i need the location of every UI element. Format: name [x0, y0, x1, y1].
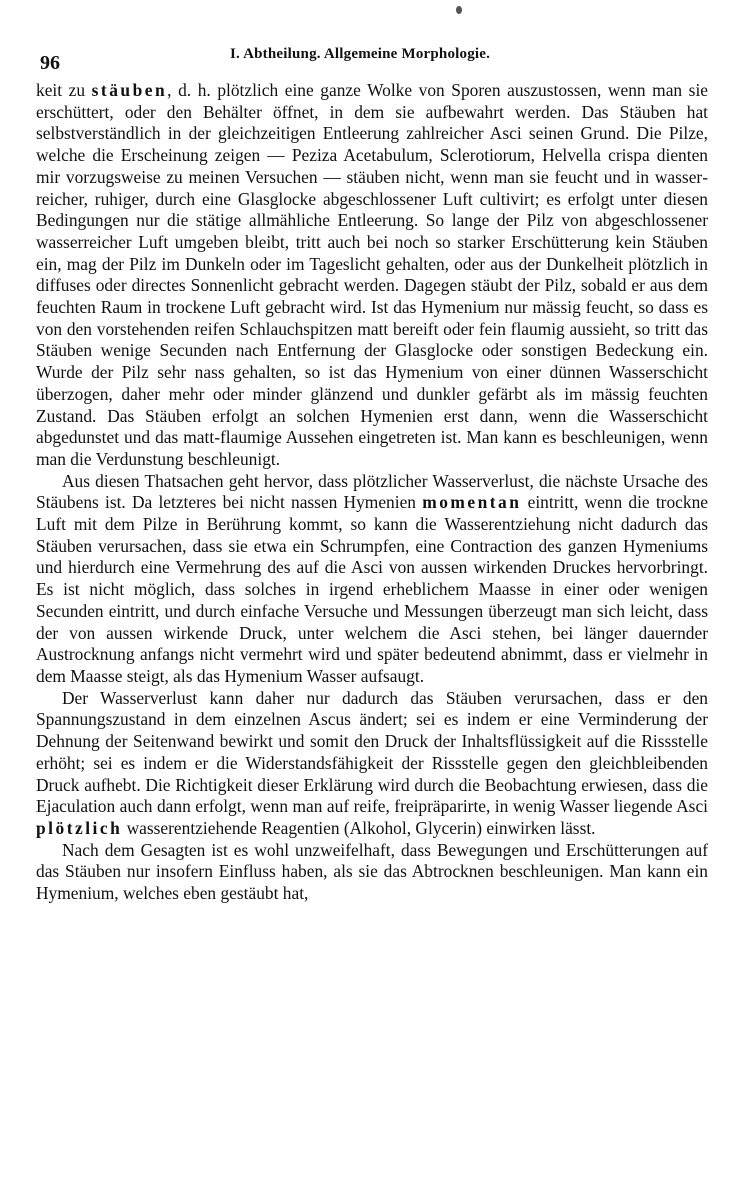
text-segment: , d. h. plötzlich eine ganze Wolke von Sporen auszustossen, wenn man sie erschüttert, oder den Behälter öffnet, in dem sie aufbewahrt werden. Das Stäuben hat selbstverständlich in der gleichzeitigen Entleerung zahlreicher Asci seinen Grund. Die Pilze, welche die Erscheinung zeigen — Peziza Acetabulum, Sclerotiorum, Helvella crispa dienten mir vorzugsweise zu meinen Versuchen — stäuben nicht, wenn man sie feucht und in wasserreicher, ruhiger, durch eine Glasglocke abgeschlossener Luft cultivirt; es erfolgt unter diesen Bedingungen nur die stätige allmähliche Entleerung. So lange der Pilz von abgeschlossener wasserreicher Luft umgeben bleibt, tritt auch bei noch so starker Erschütterung kein Stäuben ein, mag der Pilz im Dunkeln oder im Tageslicht gehalten, oder aus der Dunkelheit plötzlich in diffuses oder directes Sonnenlicht gebracht werden. Dagegen stäubt der Pilz, sobald er aus dem feuchten Raum in trockene Luft gebracht wird. Ist das Hymenium nur mässig feucht, so dass es von den vorstehenden reifen Schlauchspitzen matt bereift oder fein flaumig aussieht, so tritt das Stäuben wenige Secunden nach Entfernung der Glasglocke oder sonstigen Bedeckung ein. Wurde der Pilz sehr nass gehalten, so ist das Hymenium von einer dünnen Wasserschicht überzogen, daher mehr oder minder glänzend und dunkler gefärbt als im mässig feuchten Zustand. Das Stäuben erfolgt an solchen Hymenien erst dann, wenn die Wasserschicht abgedunstet und das matt-flaumige Aussehen eingetreten ist. Man kann es beschleunigen, wenn man die Verdunstung beschleunigt.: [36, 80, 708, 469]
emphasized-text: stäuben: [91, 80, 168, 100]
print-speck: [456, 6, 462, 14]
paragraph: [36, 471, 708, 688]
emphasized-text: plötzlich: [36, 817, 123, 838]
page-number: 96: [40, 52, 60, 74]
page-header: [34, 40, 695, 76]
paragraph: [36, 80, 708, 471]
text-segment: eintritt, wenn die trockne Luft mit dem Pilze in Berührung kommt, so kann die Wasserentziehung nicht dadurch das Stäuben verursachen, dass sie etwa ein Schrumpfen, eine Contraction des ganzen Hymeniums und hierdurch eine Vermehrung des auf die Asci von aussen wirkenden Druckes hervorbringt. Es ist nicht möglich, dass solches in irgend erheblichem Maasse in einer oder wenigen Secunden eintritt, und durch einfache Versuche und Messungen überzeugt man sich leicht, dass der von aussen wirkende Druck, unter welchem die Asci stehen, bei länger dauernder Austrocknung anfangs nicht vermehrt wird und später bedeutend abnimmt, dass er vielmehr in dem Maasse steigt, als das Hymenium Wasser aufsaugt.: [36, 492, 708, 686]
text-segment: Aus diesen Thatsachen geht hervor, dass plötzlicher Wasserverlust, die nächste Ursache des Stäubens ist. Da letzteres bei nicht nassen Hymenien: [36, 470, 708, 513]
paragraph: [36, 688, 708, 840]
body-text: [36, 80, 708, 905]
text-segment: Der Wasserverlust kann daher nur dadurch das Stäuben verursachen, dass er den Spannungszustand in dem einzelnen Ascus ändert; sei es indem er eine Verminderung der Dehnung der Seitenwand bewirkt und somit den Druck der Inhaltsflüssigkeit auf die Rissstelle erhöht; sei es indem er die Widerstandsfähigkeit der Rissstelle gegen den gleichbleibenden Druck aufhebt. Die Richtigkeit dieser Erklärung wird durch die Beobachtung erwiesen, dass die Ejaculation auch dann erfolgt, wenn man auf reife, freipräparirte, in wenig Wasser liegende Asci: [36, 687, 708, 817]
emphasized-text: momentan: [422, 492, 522, 513]
running-title: I. Abtheilung. Allgemeine Morphologie.: [230, 46, 491, 62]
text-segment: keit zu: [36, 80, 92, 100]
text-segment: Nach dem Gesagten ist es wohl unzweifelhaft, dass Bewegungen und Erschütterungen auf das Stäuben nur insofern Einfluss haben, als sie das Abtrocknen beschleunigen. Man kann ein Hymenium, welches eben gestäubt hat,: [36, 839, 708, 904]
text-segment: wasserentziehende Reagentien (Alkohol, Glycerin) einwirken lässt.: [122, 817, 596, 838]
paragraph: [36, 840, 708, 905]
